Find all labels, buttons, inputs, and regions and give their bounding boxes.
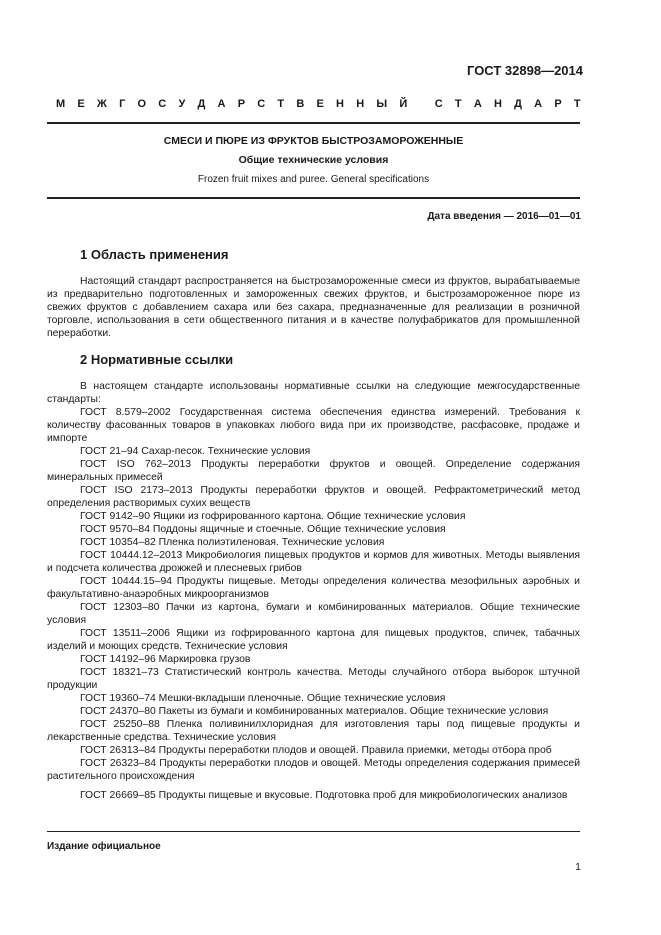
banner-letter: С (434, 98, 443, 110)
banner-letter: О (137, 98, 147, 110)
reference-item: ГОСТ 8.579–2002 Государственная система обеспечения единства измерений. Требования к количеству фасованных товаров в упаковках любого вида при их производстве, расфасовке, продаже и импорте (47, 407, 580, 444)
banner-letter: Р (554, 98, 562, 110)
document-subtitle: Общие технические условия (238, 154, 389, 166)
reference-item: ГОСТ ISO 762–2013 Продукты переработки фруктов и овощей. Определение содержания минеральных примесей (47, 459, 580, 483)
reference-item: ГОСТ 10444.12–2013 Микробиология пищевых продуктов и кормов для животных. Методы выявления и подсчета количества дрожжей и плесневых грибов (47, 550, 580, 574)
official-edition-label: Издание официальное (47, 841, 161, 852)
document-title-english: Frozen fruit mixes and puree. General specifications (197, 174, 430, 185)
reference-item: ГОСТ 12303–80 Пачки из картона, бумаги и комбинированных материалов. Общие технические условия (47, 602, 580, 626)
banner-letter: В (296, 98, 305, 110)
reference-item: ГОСТ 10444.15–94 Продукты пищевые. Методы определения количества мезофильных аэробных и факультативно-анаэробных микроорганизмов (47, 576, 580, 600)
normative-references-list (47, 380, 580, 802)
banner-letter: Д (197, 98, 206, 110)
banner-letter (419, 98, 422, 110)
header-rule (47, 122, 580, 124)
section-1-heading: 1 Область применения (80, 247, 229, 262)
banner-letter: Г (119, 98, 126, 110)
banner-letter: А (534, 98, 543, 110)
reference-item: ГОСТ 13511–2006 Ящики из гофрированного картона для пищевых продуктов, спичек, табачных изделий и моющих средств. Технические условия (47, 628, 580, 652)
gost-number: ГОСТ 32898—2014 (467, 63, 583, 78)
banner-letter: Т (573, 98, 581, 110)
banner-letter: Ж (96, 98, 107, 110)
banner-letter: С (257, 98, 266, 110)
banner-letter: Т (454, 98, 462, 110)
reference-item: ГОСТ 25250–88 Пленка поливинилхлоридная для изготовления тары под пищевые продукты и лекарственные средства. Технические условия (47, 719, 580, 743)
reference-item: ГОСТ 24370–80 Пакеты из бумаги и комбинированных материалов. Общие технические условия (80, 706, 549, 717)
references-intro: В настоящем стандарте использованы нормативные ссылки на следующие межгосударственные стандарты: (47, 381, 580, 405)
reference-item: ГОСТ 21–94 Сахар-песок. Технические условия (80, 446, 311, 457)
reference-item: ГОСТ ISO 2173–2013 Продукты переработки фруктов и овощей. Рефрактометрический метод определения растворимых сухих веществ (47, 485, 580, 509)
banner-letter: Р (237, 98, 246, 110)
banner-letter: Е (77, 98, 85, 110)
banner-letter: Ы (376, 98, 388, 110)
document-title: СМЕСИ И ПЮРЕ ИЗ ФРУКТОВ БЫСТРОЗАМОРОЖЕННЫЕ (163, 135, 464, 147)
title-rule (47, 197, 580, 199)
page-number: 1 (575, 861, 581, 873)
banner-letter: А (217, 98, 226, 110)
banner-letter: Е (316, 98, 324, 110)
banner-letter: У (178, 98, 186, 110)
section-1-text: Настоящий стандарт распространяется на быстрозамороженные смеси из фруктов, вырабатываемые из предварительно подготовленных и замороженных свежих фруктов, и быстрозамороженное пюре из свежих фруктов с добавлением сахара или без сахара, предназначенные для реализации в розничной торговле, использования в сети общественного питания и в качестве полуфабрикатов для промышленной переработки. (47, 276, 580, 339)
reference-item: ГОСТ 26669–85 Продукты пищевые и вкусовые. Подготовка проб для микробиологических анализов (80, 790, 568, 801)
introduction-date: Дата введения — 2016—01—01 (427, 211, 581, 222)
banner-letter: Й (399, 98, 408, 110)
reference-item: ГОСТ 9142–90 Ящики из гофрированного картона. Общие технические условия (80, 511, 466, 522)
reference-item: ГОСТ 18321–73 Статистический контроль качества. Методы случайного отбора выборок штучной продукции (47, 667, 580, 691)
banner-letter: А (473, 98, 482, 110)
reference-item: ГОСТ 19360–74 Мешки-вкладыши пленочные. Общие технические условия (80, 693, 446, 704)
banner-letter: Т (277, 98, 285, 110)
reference-item: ГОСТ 26323–84 Продукты переработки плодов и овощей. Методы определения содержания примесей растительного происхождения (47, 758, 580, 782)
banner-letter: М (56, 98, 66, 110)
banner-letter: С (158, 98, 167, 110)
banner-letter: Д (514, 98, 522, 110)
banner-letter: Н (493, 98, 502, 110)
banner-letter: Н (356, 98, 365, 110)
reference-item: ГОСТ 10354–82 Пленка полиэтиленовая. Технические условия (80, 537, 385, 548)
reference-item: ГОСТ 14192–96 Маркировка грузов (80, 654, 251, 665)
banner-letter: Н (336, 98, 344, 110)
reference-item: ГОСТ 26313–84 Продукты переработки плодов и овощей. Правила приемки, методы отбора проб (80, 745, 552, 756)
interstate-standard-banner (56, 98, 581, 110)
section-2-heading: 2 Нормативные ссылки (80, 352, 234, 367)
footer-rule (47, 831, 580, 832)
reference-item: ГОСТ 9570–84 Поддоны ящичные и стоечные. Общие технические условия (80, 524, 446, 535)
